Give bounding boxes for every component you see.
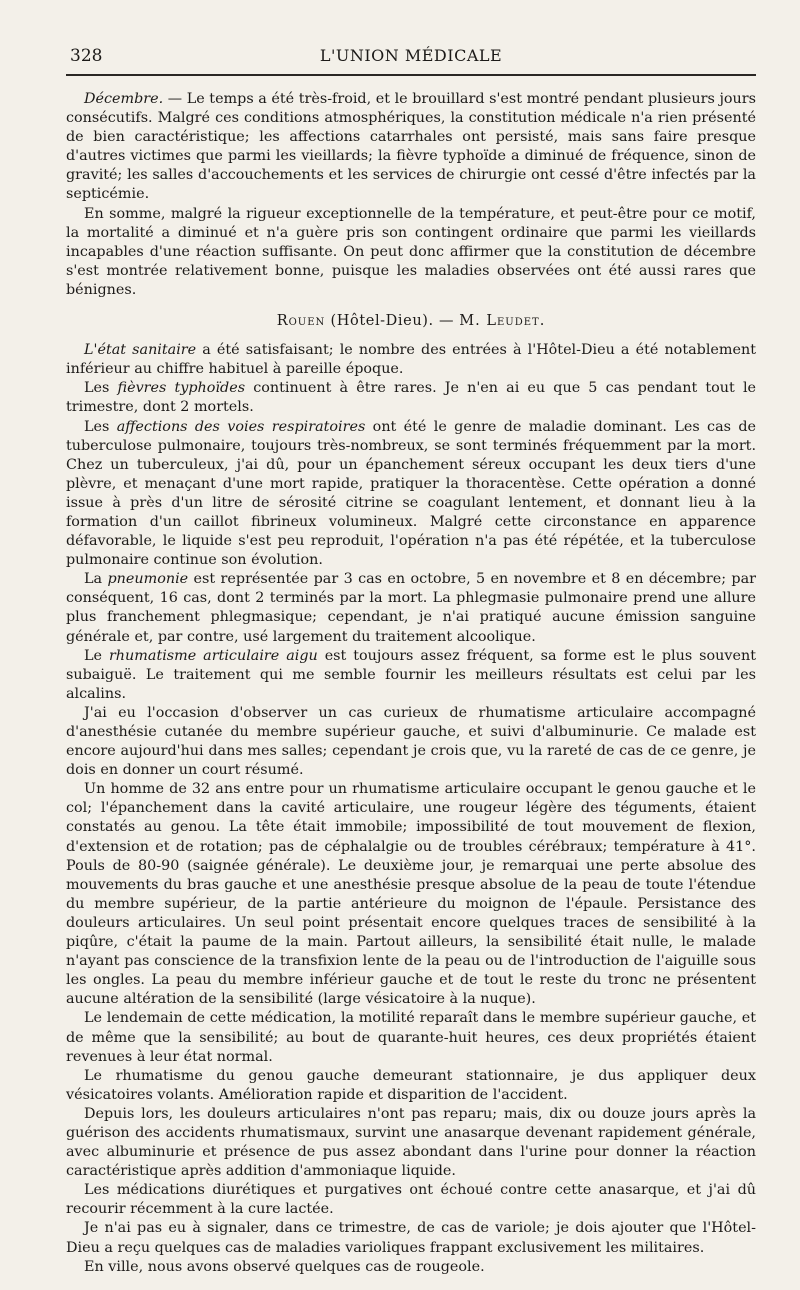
paragraph-text: — Le temps a été très-froid, et le brouillard s'est montré pendant plusieurs jours consécutifs. Malgré ces conditions atmosphériques, la constitution médicale n'a rien présenté de bien caractéristique; les affections catarrhales ont persisté, mais sans faire presque d'autres victimes que parmi les vieillards; la fièvre typhoïde a diminué de fréquence, sinon de gravité; les salles d'accouchements et les services de chirurgie ont cessé d'être infectés par la septicémie.: [66, 91, 756, 203]
paragraph-summary: En somme, malgré la rigueur exceptionnelle de la température, et peut-être pour ce motif, la mortalité a diminué et n'a guère pris son contingent ordinaire que parmi les vieillards incapables d'une réaction suffisante. On peut donc affirmer que la constitution de décembre s'est montrée relativement bonne, puisque les maladies observées ont été aussi rares que bénignes.: [66, 205, 756, 298]
paragraph-emphasis: L'état sanitaire: [84, 342, 197, 359]
paragraph-text: est représentée par 3 cas en octobre, 5 en novembre et 8 en décembre; par conséquent, 16 cas, dont 2 terminés par la mort. La phlegmasie pulmonaire prend une allure plus franchement phlegmasique; cependant, je n'ai pratiqué aucune émission sanguine générale et, par contre, usé largement du traitement alcoolique.: [66, 571, 756, 645]
paragraph-variola: Je n'ai pas eu à signaler, dans ce trimestre, de cas de variole; je dois ajouter que l'Hôtel-Dieu a reçu quelques cas de maladies varioliques frappant exclusivement les militaires.: [66, 1220, 756, 1256]
paragraph-medications: Les médications diurétiques et purgatives ont échoué contre cette anasarque, et j'ai dû recourir récemment à la cure lactée.: [66, 1182, 756, 1218]
paragraph-text: La: [84, 571, 108, 588]
paragraph-text: continuent à être rares. Je n'en ai eu que 5 cas pendant tout le trimestre, dont 2 mortels.: [66, 380, 757, 416]
paragraph-text: a été satisfaisant; le nombre des entrées à l'Hôtel-Dieu a été notablement inférieur au chiffre habituel à pareille époque.: [66, 342, 756, 378]
paragraph-case-recovery: Le lendemain de cette médication, la motilité reparaît dans le membre supérieur gauche, et de même que la sensibilité; au bout de quarante-huit heures, ces deux propriétés étaient revenues à leur état normal.: [66, 1010, 756, 1065]
paragraph-text: ont été le genre de maladie dominant. Les cas de tuberculose pulmonaire, toujours très-nombreux, se sont terminés fréquemment par la mort. Chez un tuberculeux, j'ai dû, pour un épanchement séreux occupant les deux tiers d'une plèvre, et menaçant d'une mort rapide, pratiquer la thoracentèse. Cette opération a donné issue à près d'un litre de sérosité citrine se coagulant lentement, et donnant lieu à la formation d'un caillot fibrineux volumineux. Malgré cette circonstance en apparence défavorable, le liquide s'est peu reproduit, l'opération n'a pas été répétée, et la tuberculose pulmonaire continue son évolution.: [66, 418, 756, 569]
paragraph-emphasis: rhumatisme articulaire aigu: [108, 647, 318, 664]
paragraph-pneumonia: [66, 570, 756, 646]
paragraph-december: [66, 90, 756, 205]
paragraph-anasarca: Depuis lors, les douleurs articulaires n'ont pas reparu; mais, dix ou douze jours après la guérison des accidents rhumatismaux, survint une anasarque devenant rapidement générale, avec albuminurie et présence de pus assez abondant dans l'urine pour donner la réaction caractéristique après addition d'ammoniaque liquide.: [66, 1105, 756, 1180]
paragraph-typhoid: [66, 379, 756, 417]
paragraph-text: Les: [84, 418, 117, 435]
paragraph-emphasis: fièvres typhoïdes: [117, 380, 246, 397]
paragraph-case-description: Un homme de 32 ans entre pour un rhumatisme articulaire occupant le genou gauche et le col; l'épanchement dans la cavité articulaire, une rougeur légère des téguments, étaient constatés au genou. La tête était immobile; impossibilité de tout mouvement de flexion, d'extension et de rotation; pas de céphalalgie ou de troubles cérébraux; température à 41°. Pouls de 80-90 (saignée générale). Le deuxième jour, je remarquai une perte absolue des mouvements du bras gauche et une anesthésie presque absolue de la peau de toute l'étendue du membre supérieur, de la partie antérieure du moignon de l'épaule. Persistance des douleurs articulaires. Un seul point présentait encore quelques traces de sensibilité à la piqûre, c'était la paume de la main. Partout ailleurs, la sensibilité était nulle, le malade n'ayant pas conscience de la transfixion lente de la peau ou de l'introduction de l'aiguille sous les ongles. La peau du membre inférieur gauche et de tout le reste du tronc ne présentent aucune altération de la sensibilité (large vésicatoire à la nuque).: [66, 781, 756, 1008]
month-label: Décembre.: [84, 91, 164, 107]
paragraph-emphasis: affections des voies respiratoires: [116, 418, 366, 435]
paragraph-measles: En ville, nous avons observé quelques cas de rougeole.: [84, 1258, 485, 1275]
paragraph-sanitary: [66, 341, 756, 379]
journal-title: L'UNION MÉDICALE: [319, 46, 503, 65]
paragraph-knee-treatment: Le rhumatisme du genou gauche demeurant stationnaire, je dus appliquer deux vésicatoires volants. Amélioration rapide et disparition de l'accident.: [66, 1067, 756, 1103]
paragraph-text: Les: [84, 380, 118, 397]
paragraph-case-intro: J'ai eu l'occasion d'observer un cas curieux de rhumatisme articulaire accompagné d'anesthésie cutanée du membre supérieur gauche, et suivi d'albuminurie. Ce malade est encore aujourd'hui dans mes salles; cependant je crois que, vu la rareté de cas de ce genre, je dois en donner un court résumé.: [66, 704, 756, 779]
running-head: [66, 40, 756, 76]
paragraph-rheumatism: [66, 647, 756, 704]
paragraph-emphasis: pneumonie: [107, 571, 189, 588]
article-body: [66, 90, 756, 1277]
report-rouen: [66, 341, 756, 1277]
page-number: 328: [70, 46, 103, 66]
heading-dash: —: [438, 313, 455, 330]
paragraph-text: Le: [84, 647, 109, 664]
heading-place: (Hôtel-Dieu).: [330, 313, 434, 330]
heading-city: Rouen: [276, 313, 326, 330]
section-heading: [66, 312, 756, 331]
paragraph-text: est toujours assez fréquent, sa forme est le plus souvent subaiguë. Le traitement qui me semble fournir les meilleurs résultats est celui par les alcalins.: [66, 647, 756, 702]
paragraph-respiratory: [66, 418, 756, 571]
heading-author: M. Leudet.: [459, 313, 546, 330]
